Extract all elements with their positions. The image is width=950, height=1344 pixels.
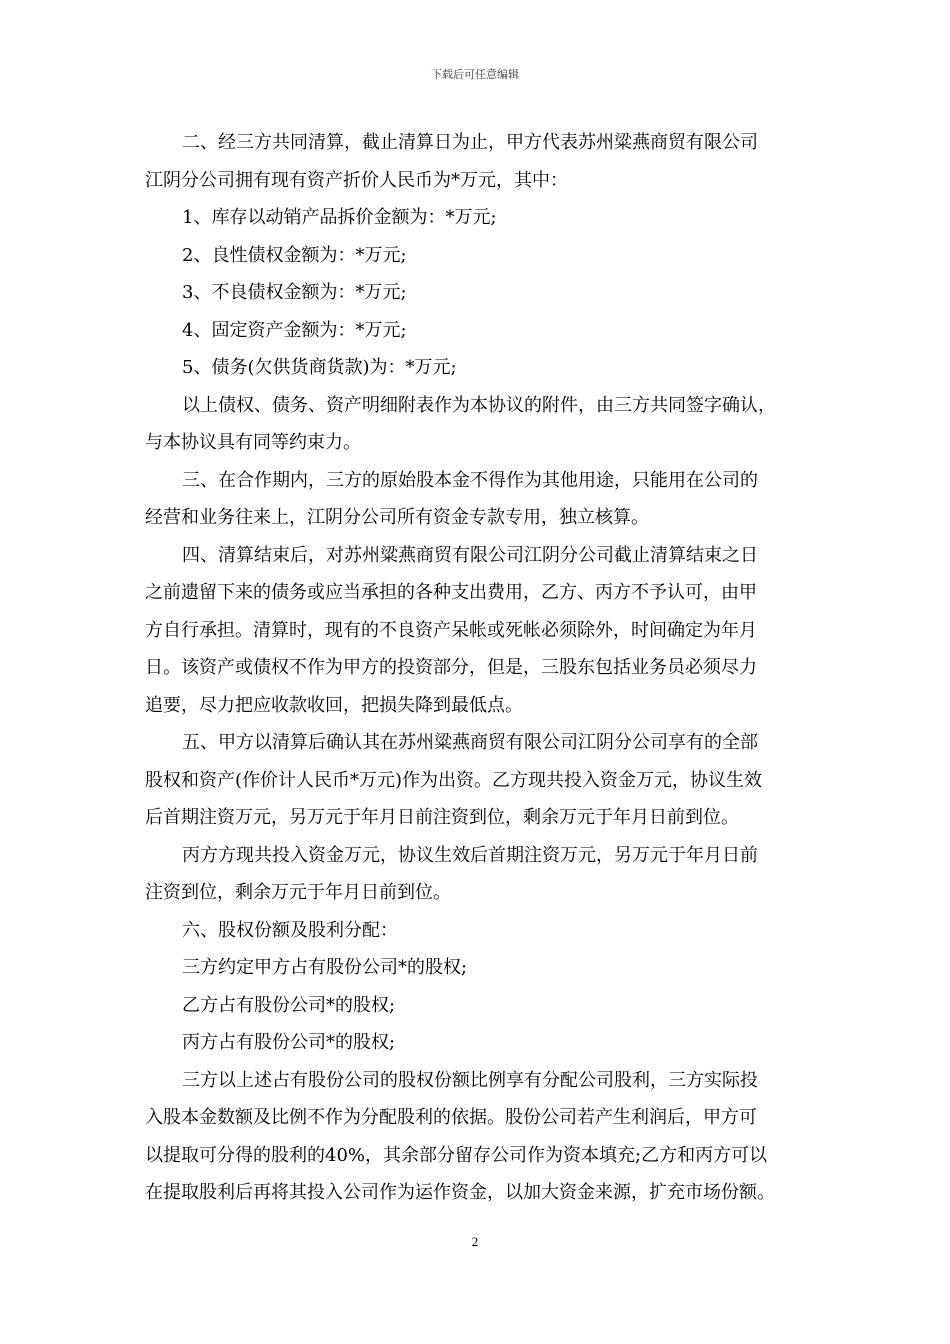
text-line: 二、经三方共同清算，截止清算日为止，甲方代表苏州粱燕商贸有限公司 [182,132,758,153]
text-line: 三方以上述占有股份公司的股权份额比例享有分配公司股利，三方实际投 [182,1069,758,1091]
text-line: 1、库存以动销产品拆价金额为：*万元; [182,207,497,228]
text-line: 之前遗留下来的债务或应当承担的各种支出费用，乙方、丙方不予认可，由甲 [145,582,757,603]
text-line: 在提取股利后再将其投入公司作为运作资金，以加大资金来源，扩充市场份额。 [145,1182,775,1203]
page-number: 2 [471,1234,479,1249]
text-line: 入股本金数额及比例不作为分配股利的依据。股份公司若产生利润后，甲方可 [145,1107,757,1128]
text-line: 与本协议具有同等约束力。 [145,432,361,453]
text-line: 5、债务(欠供货商货款)为：*万元; [182,357,457,378]
text-line: 丙方占有股份公司*的股权; [182,1032,396,1053]
text-line: 股权和资产(作价计人民币*万元)作为出资。乙方现共投入资金万元，协议生效 [145,769,763,791]
text-line: 三、在合作期内，三方的原始股本金不得作为其他用途，只能用在公司的 [182,469,758,491]
text-line: 六、股权份额及股利分配： [182,919,398,941]
text-line: 2、良性债权金额为：*万元; [182,244,407,266]
text-line: 江阴分公司拥有现有资产折价人民币为*万元，其中： [145,169,568,191]
text-line: 四、清算结束后，对苏州粱燕商贸有限公司江阴分公司截止清算结束之日 [182,544,758,566]
text-line: 追要，尽力把应收款收回，把损失降到最低点。 [145,694,523,716]
text-line: 以提取可分得的股利的40%，其余部分留存公司作为资本填充;乙方和丙方可以 [145,1144,768,1166]
text-line: 方自行承担。清算时，现有的不良资产呆帐或死帐必须除外，时间确定为年月 [145,619,757,641]
text-line: 以上债权、债务、资产明细附表作为本协议的附件，由三方共同签字确认， [182,394,776,416]
page-header: 下载后可任意编辑 [431,68,519,81]
text-line: 注资到位，剩余万元于年月日前到位。 [145,882,451,903]
text-line: 4、固定资产金额为：*万元; [182,319,407,341]
text-line: 日。该资产或债权不作为甲方的投资部分，但是，三股东包括业务员必须尽力 [145,657,757,678]
text-line: 五、甲方以清算后确认其在苏州粱燕商贸有限公司江阴分公司享有的全部 [182,732,758,753]
text-line: 丙方方现共投入资金万元，协议生效后首期注资万元，另万元于年月日前 [182,844,758,866]
text-line: 3、不良债权金额为：*万元; [182,282,407,303]
text-line: 三方约定甲方占有股份公司*的股权; [182,957,468,978]
document-body [145,124,817,1212]
text-line: 后首期注资万元，另万元于年月日前注资到位，剩余万元于年月日前到位。 [145,807,739,828]
text-line: 经营和业务往来上，江阴分公司所有资金专款专用，独立核算。 [145,507,649,528]
text-line: 乙方占有股份公司*的股权; [182,994,396,1016]
